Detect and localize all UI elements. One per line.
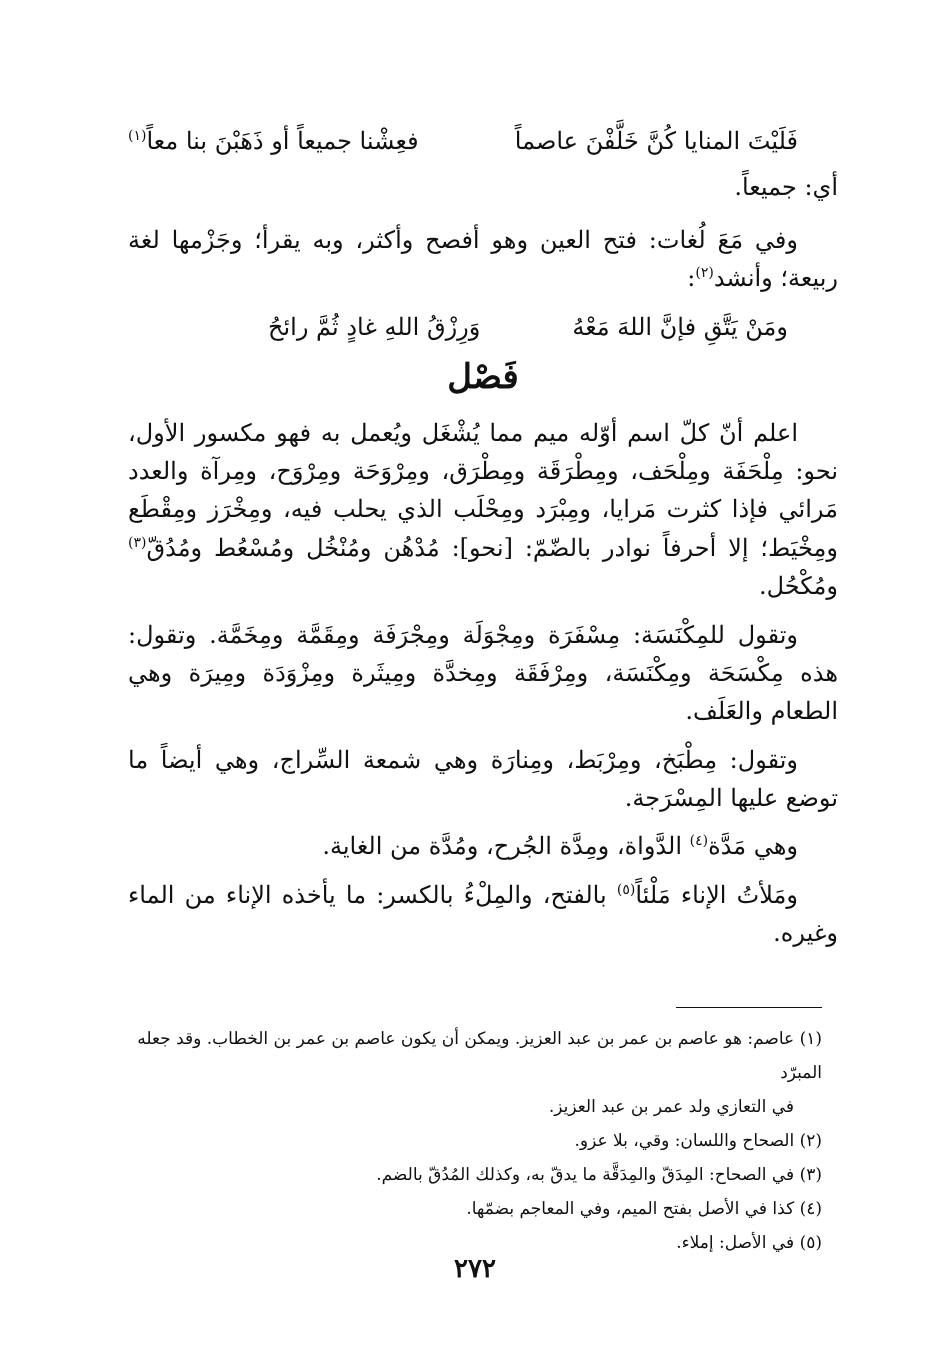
footnote-3: (٣) في الصحاح: المِدَقّ والمِدَقَّة ما يدقّ به، وكذلك المُدُقّ بالضم.	[376, 1165, 822, 1185]
verse-1-second-hemistich	[128, 122, 419, 160]
footnote-1-continuation: في التعازي ولد عمر بن عبد العزيز.	[548, 1097, 794, 1117]
verse-1-second-text: فعِشْنا جميعاً أو ذَهَبْنَ بنا معاً	[146, 127, 419, 155]
footnote-ref-5: (٥)	[616, 881, 636, 898]
footnote-4: (٤) كذا في الأصل بفتح الميم، وفي المعاجم بضمّها.	[466, 1199, 822, 1219]
verse-2-second-hemistich: وَرِزْقُ اللهِ غادٍ ثُمَّ رائحُ	[268, 312, 481, 341]
paragraph-5	[128, 876, 838, 953]
verse-2	[128, 308, 838, 346]
paragraph-2: وتقول للمِكْنَسَة: مِسْفَرَة ومِجْوَلَة ومِجْرَفَة ومِقَمَّة ومِخَمَّة. وتقول: هذه مِكْسَحَة ومِكْنَسَة، ومِرْفَقَة ومِخدَّة ومِيثَرة ومِزْوَدَة ومِيرَة وهي الطعام والعَلَف.	[128, 620, 838, 726]
gloss-line: أي: جميعاً.	[734, 173, 838, 202]
section-heading: فَصْل	[447, 356, 519, 397]
verse-1-first-hemistich: فَلَيْتَ المنايا كُنَّ خَلَّفْنَ عاصماً	[514, 127, 798, 155]
paragraph-ma	[128, 221, 838, 298]
paragraph-5-tail: بالفتح، والمِلْءُ بالكسر: ما يأخذه الإناء من الماء وغيره.	[128, 880, 838, 948]
paragraph-4-text: وهي مَدَّة	[708, 832, 798, 861]
footnote-1: (١) عاصم: هو عاصم بن عمر بن عبد العزيز. ويمكن أن يكون عاصم بن عمر بن الخطاب. وقد جعله المبرّد	[137, 1029, 822, 1083]
paragraph-1-text: اعلم أنّ كلّ اسم أوّله ميم مما يُشْغَل ويُعمل به فهو مكسور الأول، نحو: مِلْحَفَة ومِلْحَف، ومِطْرَقَة ومِطْرَق، ومِرْوَحَة ومِرْوَح، ومِرآة والعدد مَرائي فإذا كثرت مَرايا، ومِبْرَد ومِحْلَب الذي يحلب فيه، ومِخْرَز ومِقْطَع ومِخْيَط؛ إلا أحرفاً نوادر بالضّمّ: [نحو]: مُدْهُن ومُنْخُل ومُسْعُط ومُدُقّ	[128, 418, 838, 562]
paragraph-3: وتقول: مِطْبَخ، ومِرْبَط، ومِنارَة وهي شمعة السِّراج، وهي أيضاً ما توضع عليها المِسْرَجة.	[128, 745, 838, 813]
footnote-ref-1: (١)	[128, 128, 147, 144]
main-text	[128, 122, 838, 963]
verse-2-first-hemistich: ومَنْ يَتَّقِ فإنَّ اللهَ مَعْهُ	[572, 312, 788, 341]
footnote-5: (٥) في الأصل: إملاء.	[676, 1233, 822, 1253]
paragraph-ma-text: وفي مَعَ لُغات: فتح العين وهو أفصح وأكثر، وبه يقرأ؛ وجَزْمها لغة ربيعة؛ وأنشد	[128, 225, 838, 293]
footnote-ref-4: (٤)	[689, 833, 709, 850]
verse-1	[128, 122, 838, 160]
footnote-ref-3: (٣)	[128, 534, 147, 551]
footnote-2: (٢) الصحاح واللسان: وقي، بلا عزو.	[574, 1131, 822, 1151]
paragraph-1-tail: ومُكْحُل.	[759, 572, 838, 601]
footnote-separator	[676, 1007, 822, 1008]
footnote-ref-2: (٢)	[695, 265, 714, 282]
paragraph-4	[128, 827, 838, 865]
footnotes	[122, 1022, 822, 1260]
page-number: ٢٧٢	[454, 1254, 496, 1284]
paragraph-ma-tail: :	[687, 264, 696, 293]
paragraph-4-tail: الدَّواة، ومِدَّة الجُرح، ومُدَّة من الغاية.	[322, 832, 690, 861]
paragraph-1	[128, 414, 838, 606]
paragraph-5-text: ومَلأتُ الإناء مَلْئاً	[635, 880, 798, 909]
